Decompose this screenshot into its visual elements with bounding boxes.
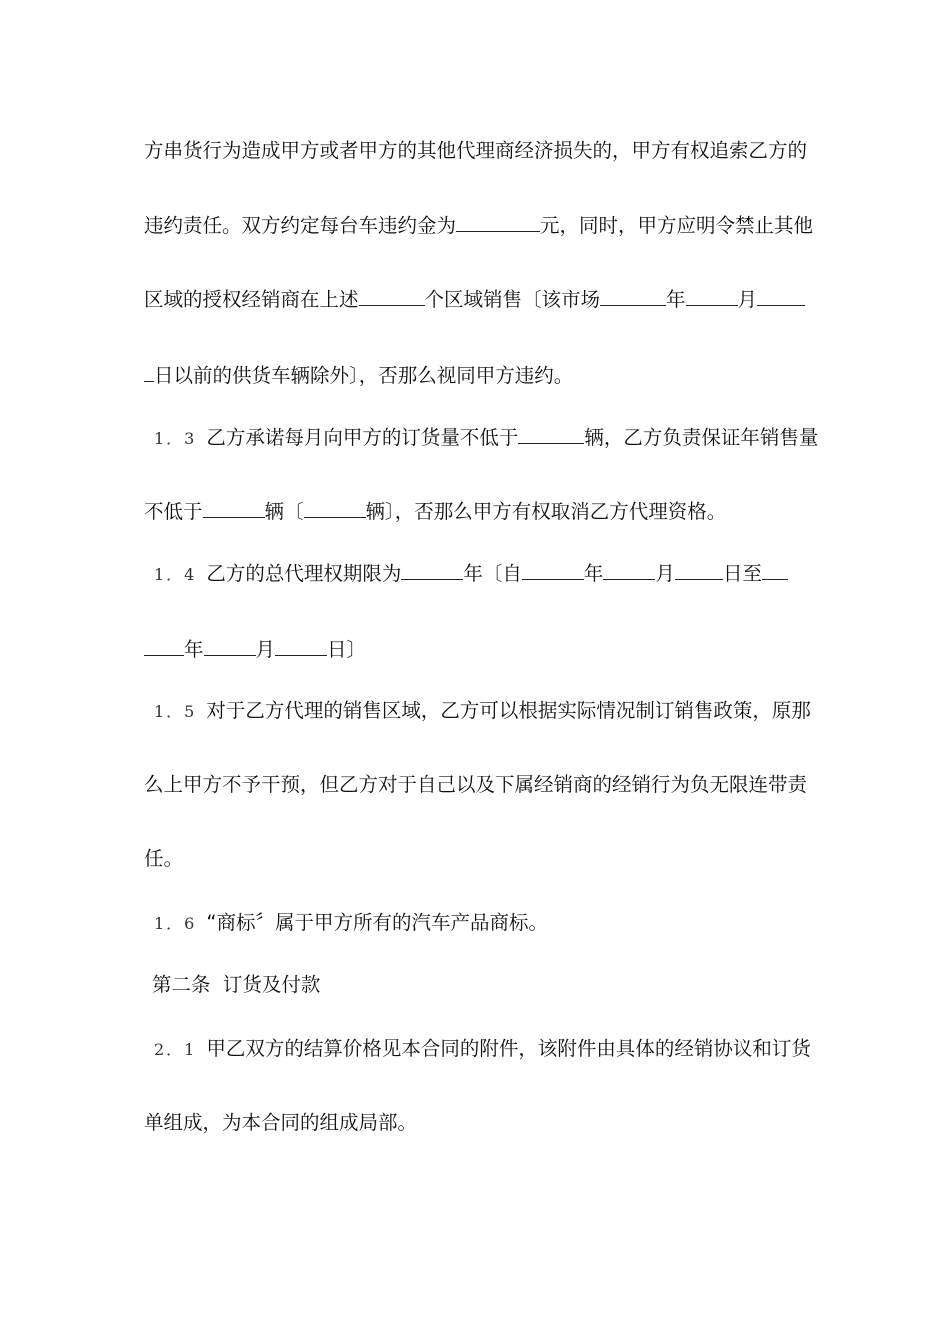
- text: 年: [184, 638, 204, 661]
- clause-2-1: [144, 1036, 811, 1063]
- text: 乙方承诺每月向甲方的订货量不低于: [206, 426, 519, 449]
- text: 个区域销售〔该市场: [424, 288, 601, 311]
- text: 甲乙双方的结算价格见本合同的附件，该附件由具体的经销协议和订货: [206, 1037, 811, 1060]
- text: 日至: [722, 562, 762, 585]
- fill-blank: [144, 636, 184, 656]
- text: 么上甲方不予干预，但乙方对于自己以及下属经销商的经销行为负无限连带责: [144, 773, 808, 796]
- fill-blank: [603, 560, 655, 580]
- text: 乙方的总代理权期限为: [206, 562, 402, 585]
- paragraph-line: [144, 846, 183, 872]
- fill-blank: [359, 286, 425, 306]
- section-heading: [152, 972, 320, 998]
- fill-blank: [204, 636, 256, 656]
- fill-blank: [518, 424, 584, 444]
- text: 年: [666, 288, 686, 311]
- clause-1-4: [144, 560, 788, 588]
- text: 日以前的供货车辆除外〕，否那么视同甲方违约。: [154, 364, 574, 387]
- fill-blank: [757, 286, 805, 306]
- text: 单组成，为本合同的组成局部。: [144, 1111, 418, 1134]
- text: 不低于: [144, 500, 203, 523]
- text: 违约责任。双方约定每台车违约金为: [144, 214, 457, 237]
- fill-blank: [144, 362, 154, 382]
- heading-text: 第二条 订货及付款: [152, 973, 321, 996]
- fill-blank: [203, 498, 265, 518]
- fill-blank: [401, 560, 463, 580]
- text: 方串货行为造成甲方或者甲方的其他代理商经济损失的，甲方有权追索乙方的: [144, 139, 808, 162]
- text: 任。: [144, 847, 184, 870]
- paragraph-line: [144, 286, 805, 313]
- paragraph-line: [144, 1110, 417, 1136]
- text: 年: [583, 562, 604, 585]
- fill-blank: [686, 286, 738, 306]
- text: 对于乙方代理的销售区域，乙方可以根据实际情况制订销售政策，原那: [206, 699, 811, 722]
- fill-blank: [304, 498, 366, 518]
- text: 月: [255, 638, 276, 661]
- text: 月: [655, 562, 675, 585]
- fill-blank: [762, 560, 788, 580]
- text: 辆〔: [264, 500, 304, 523]
- clause-1-3: [144, 424, 818, 452]
- paragraph-line: [144, 138, 807, 164]
- paragraph-line: [144, 636, 366, 663]
- text: 辆〕，否那么甲方有权取消乙方代理资格。: [365, 500, 727, 523]
- paragraph-line: [144, 362, 573, 389]
- paragraph-line: [144, 212, 813, 239]
- clause-number: 1．4: [154, 565, 197, 584]
- text: 辆，乙方负责保证年销售量: [584, 426, 819, 449]
- text: “商标〞属于甲方所有的汽车产品商标。: [206, 911, 548, 934]
- paragraph-line: [144, 498, 726, 525]
- text: 元，同时，甲方应明令禁止其他: [540, 214, 814, 237]
- fill-blank: [275, 636, 327, 656]
- clause-number: 1．6: [154, 914, 197, 933]
- clause-number: 1．5: [154, 702, 197, 721]
- clause-number: 2．1: [154, 1040, 197, 1059]
- fill-blank: [675, 560, 723, 580]
- text: 月: [737, 288, 758, 311]
- clause-1-5: [144, 698, 811, 725]
- fill-blank: [600, 286, 666, 306]
- fill-blank: [522, 560, 584, 580]
- clause-number: 1．3: [154, 429, 197, 448]
- fill-blank: [456, 212, 540, 232]
- text: 日〕: [327, 638, 367, 661]
- clause-1-6: [144, 910, 548, 937]
- paragraph-line: [144, 772, 807, 798]
- text: 区域的授权经销商在上述: [144, 288, 359, 311]
- text: 年〔自: [463, 562, 522, 585]
